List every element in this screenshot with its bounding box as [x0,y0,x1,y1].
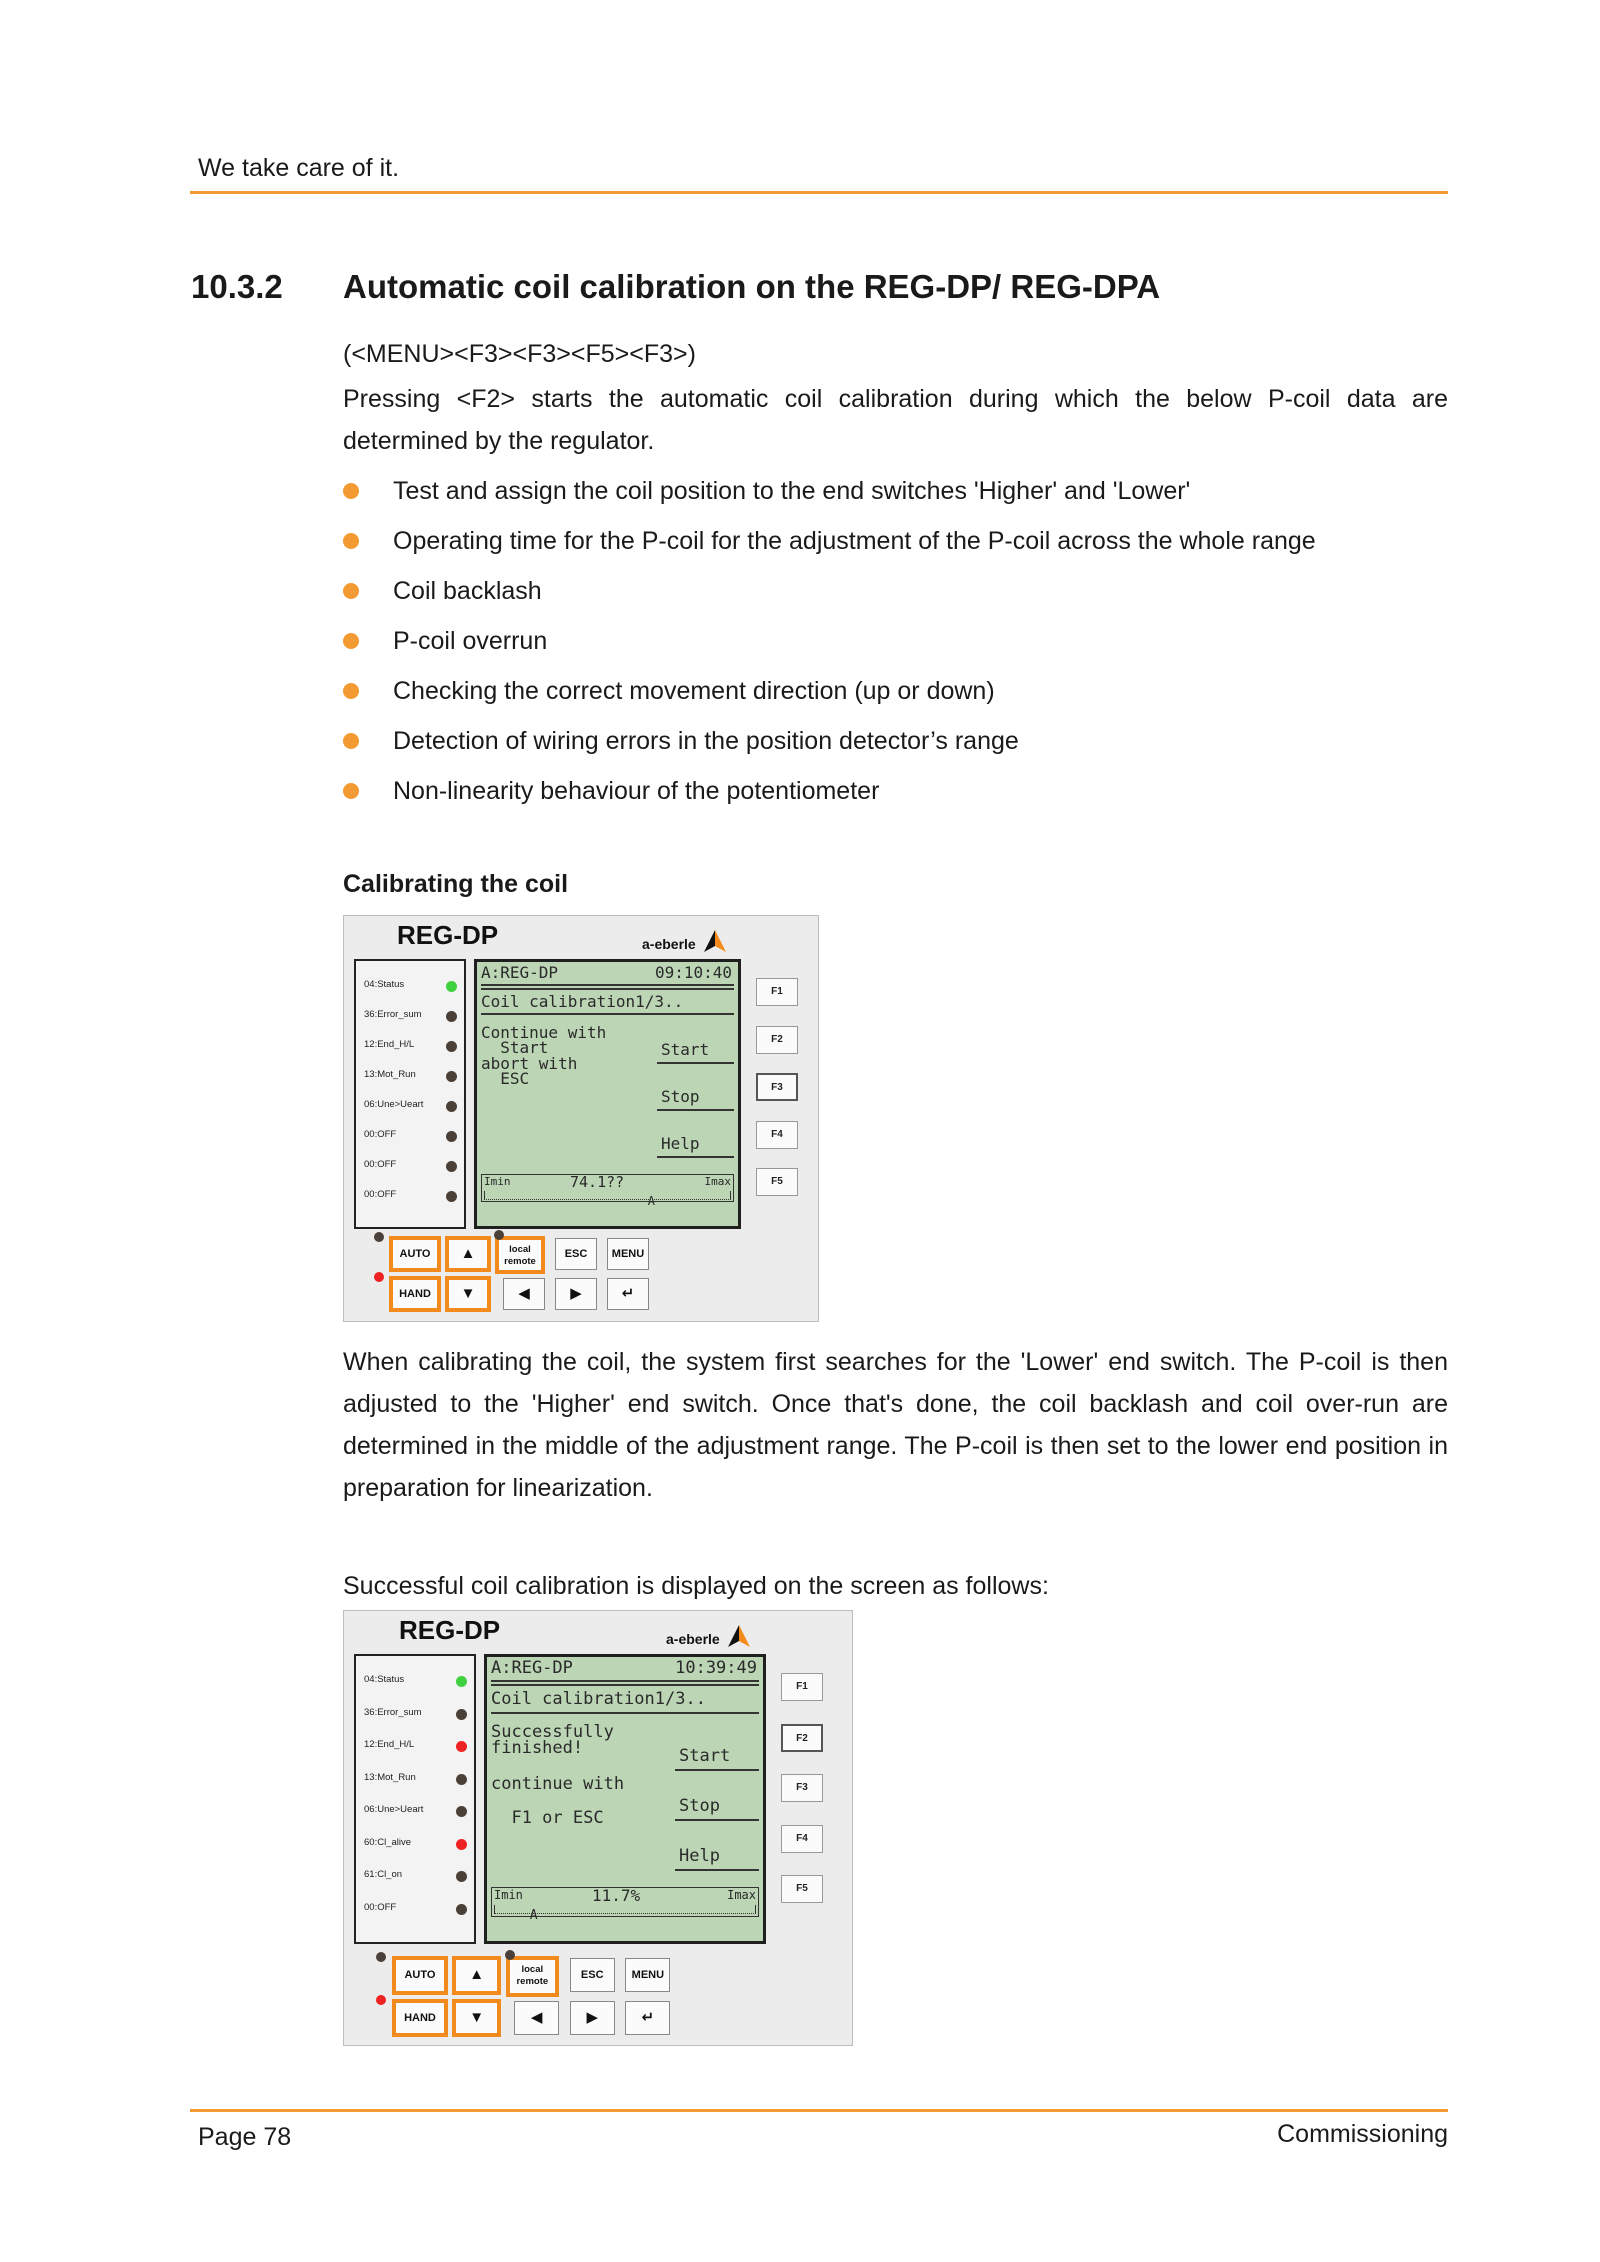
lcd-message-3: continue with [491,1774,625,1794]
function-key-f2[interactable]: F2 [756,1026,798,1054]
feature-list [343,470,1316,820]
status-label: 06:Une>Ueart [364,1804,424,1815]
list-item: P-coil overrun [343,620,1316,670]
status-led-icon [456,1774,467,1785]
function-key-f1[interactable]: F1 [756,978,798,1006]
lcd-clock: 10:39:49 [675,1658,757,1678]
lcd-header-left: A:REG-DP [481,963,559,982]
lcd-message-1: Successfully [491,1722,614,1742]
auto-button[interactable]: AUTO [392,1956,448,1995]
subheading: Calibrating the coil [343,870,569,898]
remote-label: remote [516,1976,549,1987]
lcd-title-line: Coil calibration1/3.. [481,992,684,1011]
status-label: 13:Mot_Run [364,1771,416,1783]
bullet-icon [343,733,359,749]
status-led-icon [456,1839,467,1850]
raise-button[interactable]: ▲ [445,1236,491,1272]
lcd-imax-label: Imax [704,1175,731,1188]
auto-led-icon [374,1232,384,1242]
lcd-imin-label: Imin [494,1888,523,1902]
lcd-scale-bar [481,1173,734,1208]
lcd-position-marker: A [529,1908,538,1923]
success-paragraph: Successful coil calibration is displayed on the screen as follows: [343,1572,1049,1600]
status-led-icon [456,1806,467,1817]
device-title: REG-DP [397,920,499,950]
auto-button[interactable]: AUTO [389,1236,441,1272]
intro-paragraph: Pressing <F2> starts the automatic coil calibration during which the below P-coil data are determined by the regulator. [343,385,1448,455]
header-tagline: We take care of it. [198,154,400,182]
header-rule [190,191,1448,194]
function-key-f2[interactable]: F2 [781,1724,823,1752]
lcd-position-marker: A [647,1194,655,1208]
hand-button[interactable]: HAND [392,1999,448,2038]
lcd-softkey-help: Help [661,1134,700,1153]
device-title: REG-DP [399,1615,501,1645]
footer-rule [190,2109,1448,2112]
lcd-display [474,959,741,1229]
function-key-f3[interactable]: F3 [756,1073,798,1101]
status-led-icon [456,1904,467,1915]
bullet-icon [343,783,359,799]
lcd-header-left: A:REG-DP [491,1658,573,1678]
status-label: 00:OFF [364,1129,397,1140]
lcd-message-4: F1 or ESC [491,1808,604,1828]
status-label: 36:Error_sum [364,1706,422,1718]
auto-led-icon [376,1952,386,1962]
status-label: 04:Status [364,979,405,990]
lcd-message-2: Start [481,1038,549,1057]
enter-button[interactable]: ↵ [625,2001,670,2035]
hand-button[interactable]: HAND [389,1276,441,1312]
status-led-icon [456,1741,467,1752]
right-arrow-button[interactable]: ▶ [555,1278,597,1310]
device-panel-finished [343,1610,853,2046]
bullet-icon [343,583,359,599]
lcd-display [484,1654,766,1944]
status-led-icon [446,1161,457,1172]
status-led-icon [446,1101,457,1112]
brand-logo: a-eberle [642,929,727,953]
lower-button[interactable]: ▼ [445,1276,491,1312]
bullet-icon [343,533,359,549]
status-label: 06:Une>Ueart [364,1099,424,1110]
status-led-icon [446,1011,457,1022]
function-key-f1[interactable]: F1 [781,1673,823,1701]
lcd-clock: 09:10:40 [654,963,732,982]
esc-button[interactable]: ESC [570,1958,615,1992]
bullet-icon [343,683,359,699]
status-led-icon [446,1191,457,1202]
status-led-icon [446,1131,457,1142]
status-led-panel [354,959,466,1229]
local-remote-button[interactable] [506,1956,560,1997]
lcd-imax-label: Imax [727,1888,756,1902]
status-label: 04:Status [364,1674,405,1685]
menu-path: (<MENU><F3><F3><F5><F3>) [343,340,696,368]
lcd-softkey-help: Help [679,1846,720,1866]
status-led-icon [446,981,457,992]
status-led-icon [456,1709,467,1720]
section-number: 10.3.2 [191,268,283,305]
hand-led-icon [374,1272,384,1282]
status-led-icon [446,1041,457,1052]
lcd-message-3: abort with [481,1054,578,1073]
status-label: 36:Error_sum [364,1009,422,1020]
remote-label: remote [504,1256,536,1267]
hand-led-icon [376,1995,386,2005]
section-title: Automatic coil calibration on the REG-DP/ REG-DPA [343,268,1161,305]
lcd-message-4: ESC [481,1069,530,1088]
enter-button[interactable]: ↵ [607,1278,649,1310]
list-item: Checking the correct movement direction (up or down) [343,670,1316,720]
status-led-panel [354,1654,476,1944]
status-label: 12:End_H/L [364,1039,415,1050]
bullet-icon [343,633,359,649]
status-label: 00:OFF [364,1901,397,1913]
device-panel-calibrating [343,915,819,1322]
list-item: Detection of wiring errors in the position detector’s range [343,720,1316,770]
local-label: local [509,1244,531,1255]
status-led-icon [456,1676,467,1687]
list-item: Test and assign the coil position to the end switches 'Higher' and 'Lower' [343,470,1316,520]
calibration-paragraph: When calibrating the coil, the system first searches for the 'Lower' end switch. The P-coil is then adjusted to the 'Higher' end switch. Once that's done, the coil backlash and coil over-run are determined in the middle of the adjustment range. The P-coil is then set to the lower end position in preparation for linearization. [343,1348,1448,1502]
chapter-name: Commissioning [1277,2120,1448,2148]
function-key-f5[interactable]: F5 [756,1168,798,1196]
left-arrow-button[interactable]: ◀ [514,2001,559,2035]
lcd-softkey-stop: Stop [679,1796,720,1816]
list-item: Coil backlash [343,570,1316,620]
status-led-icon [456,1871,467,1882]
page-number: Page 78 [198,2123,292,2151]
lcd-value: 74.1?? [570,1173,625,1191]
status-label: 12:End_H/L [364,1739,415,1750]
menu-button[interactable]: MENU [625,1958,670,1992]
function-key-f3[interactable]: F3 [781,1774,823,1802]
function-key-f4[interactable]: F4 [756,1121,798,1149]
raise-button[interactable]: ▲ [452,1956,501,1995]
brand-logo: a-eberle [666,1624,751,1648]
lcd-softkey-stop: Stop [661,1087,700,1106]
status-label: 00:OFF [364,1159,397,1170]
lcd-softkey-start: Start [679,1746,731,1766]
left-arrow-button[interactable]: ◀ [503,1278,545,1310]
local-remote-button[interactable] [495,1236,545,1274]
status-label: 60:Cl_alive [364,1836,411,1848]
list-item: Operating time for the P-coil for the adjustment of the P-coil across the whole range [343,520,1316,570]
status-label: 13:Mot_Run [364,1069,416,1080]
function-key-f5[interactable]: F5 [781,1875,823,1903]
menu-button[interactable]: MENU [607,1238,649,1270]
status-led-icon [446,1071,457,1082]
bullet-icon [343,483,359,499]
list-item: Non-linearity behaviour of the potentiometer [343,770,1316,820]
function-key-f4[interactable]: F4 [781,1825,823,1853]
esc-button[interactable]: ESC [555,1238,597,1270]
lcd-imin-label: Imin [484,1175,511,1188]
brand-triangle-icon [703,929,727,953]
lcd-message-2: finished! [491,1738,584,1758]
lcd-scale-bar [491,1886,759,1923]
status-label: 61:Cl_on [364,1869,403,1880]
lcd-value: 11.7% [592,1886,641,1905]
right-arrow-button[interactable]: ▶ [570,2001,615,2035]
remote-led-icon [505,1950,515,1960]
lcd-softkey-start: Start [661,1040,710,1059]
lcd-message-1: Continue with [481,1023,607,1042]
brand-triangle-icon [727,1624,751,1648]
lcd-title-line: Coil calibration1/3.. [491,1689,706,1709]
lower-button[interactable]: ▼ [452,1999,501,2038]
local-label: local [521,1964,544,1975]
remote-led-icon [494,1230,504,1240]
status-label: 00:OFF [364,1189,397,1200]
